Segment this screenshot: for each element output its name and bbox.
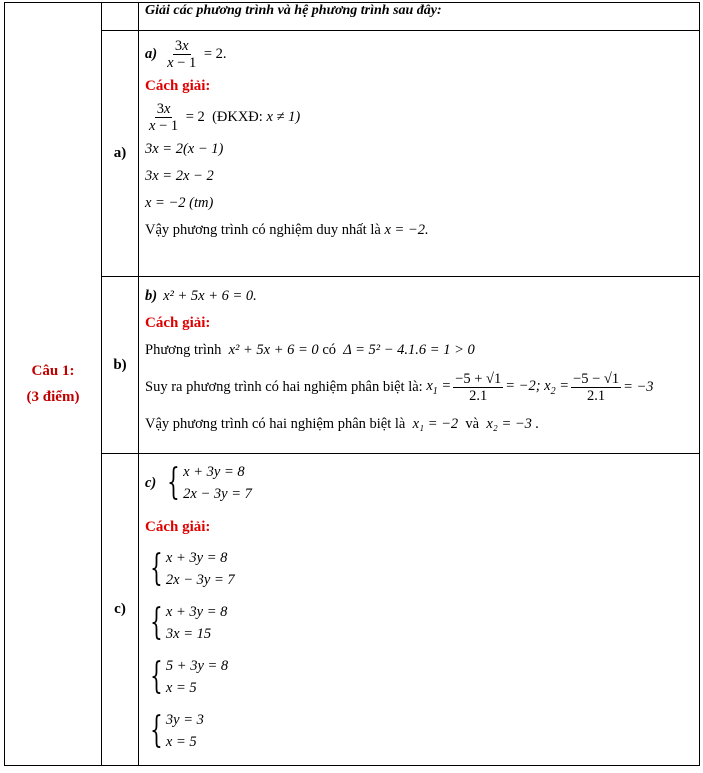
part-a-condition-math: x ≠ 1) [266, 109, 301, 125]
equation-system: { 3y = 3 x = 5 [150, 710, 204, 751]
part-a-step1: $\frac{3x}{x - 1}$ = 2 (ĐKXĐ: x ≠ 1) [149, 101, 301, 134]
part-a-answer: x = −2. [384, 221, 429, 238]
question-points: (3 điểm) [26, 389, 80, 405]
equation-system: { x + 3y = 8 3x = 15 [150, 602, 228, 643]
part-a-method-title: Cách giải: [145, 77, 211, 94]
part-a-content [139, 31, 700, 277]
fraction: $\frac{3x}{x - 1}$ [149, 101, 179, 134]
equation-system: { 5 + 3y = 8 x = 5 [150, 656, 229, 697]
question-title: Câu 1: [31, 363, 75, 379]
header-empty-cell [102, 3, 139, 31]
part-a-problem: a) $\frac{3x}{x - 1}$ = 2. [145, 38, 227, 71]
part-a-label: a) [102, 31, 139, 277]
part-a-step2: 3x = 2(x − 1) [145, 140, 224, 157]
part-a-condition-text: (ĐKXĐ: [212, 109, 263, 125]
part-c-step1 [145, 547, 693, 591]
part-a-step4: x = −2 (tm) [145, 194, 214, 211]
part-c-step4 [145, 709, 693, 753]
fraction: $\frac{-5 + √1}{2.1}$ [455, 370, 502, 404]
fraction: $\frac{3x}{x - 1}$ [167, 38, 197, 71]
part-c-label: c) [102, 454, 139, 766]
part-b-label: b) [102, 277, 139, 454]
part-b-method-title: Cách giải: [145, 314, 211, 331]
part-c-content [139, 454, 700, 766]
part-c-step3 [145, 655, 693, 699]
part-a-step3: 3x = 2x − 2 [145, 167, 214, 184]
part-c-problem: c) { x + 3y = 8 2x − 3y = 7 [145, 462, 252, 503]
part-b-conclusion: Vậy phương trình có hai nghiệm phân biệt là x₁ = −2 và x₂ = −3 . [145, 415, 540, 432]
part-b-discriminant: Phương trình x² + 5x + 6 = 0 có Δ = 5² − 4.1.6 = 1 > 0 [145, 341, 475, 358]
header-cell: Giải các phương trình và hệ phương trình sau đây: [139, 3, 700, 31]
part-b-content [139, 277, 700, 454]
equation-system: { x + 3y = 8 2x − 3y = 7 [167, 462, 252, 503]
part-a-conclusion: Vậy phương trình có nghiệm duy nhất là x = −2. [145, 221, 429, 238]
part-c-method-title: Cách giải: [145, 518, 211, 535]
part-b-roots: Suy ra phương trình có hai nghiệm phân biệt là: $x_1$ = $\frac{-5 + √1}{2.1}$ = −2; $x_2$ = $\frac{-5 - √1}{2.1}$ = −3 [145, 370, 654, 404]
solution-table [4, 2, 700, 766]
fraction: $\frac{-5 - √1}{2.1}$ [573, 370, 620, 404]
question-cell [5, 3, 102, 766]
equation-system: { x + 3y = 8 2x − 3y = 7 [150, 548, 235, 589]
part-b-problem: b) x² + 5x + 6 = 0. [145, 287, 257, 304]
part-c-step2 [145, 601, 693, 645]
